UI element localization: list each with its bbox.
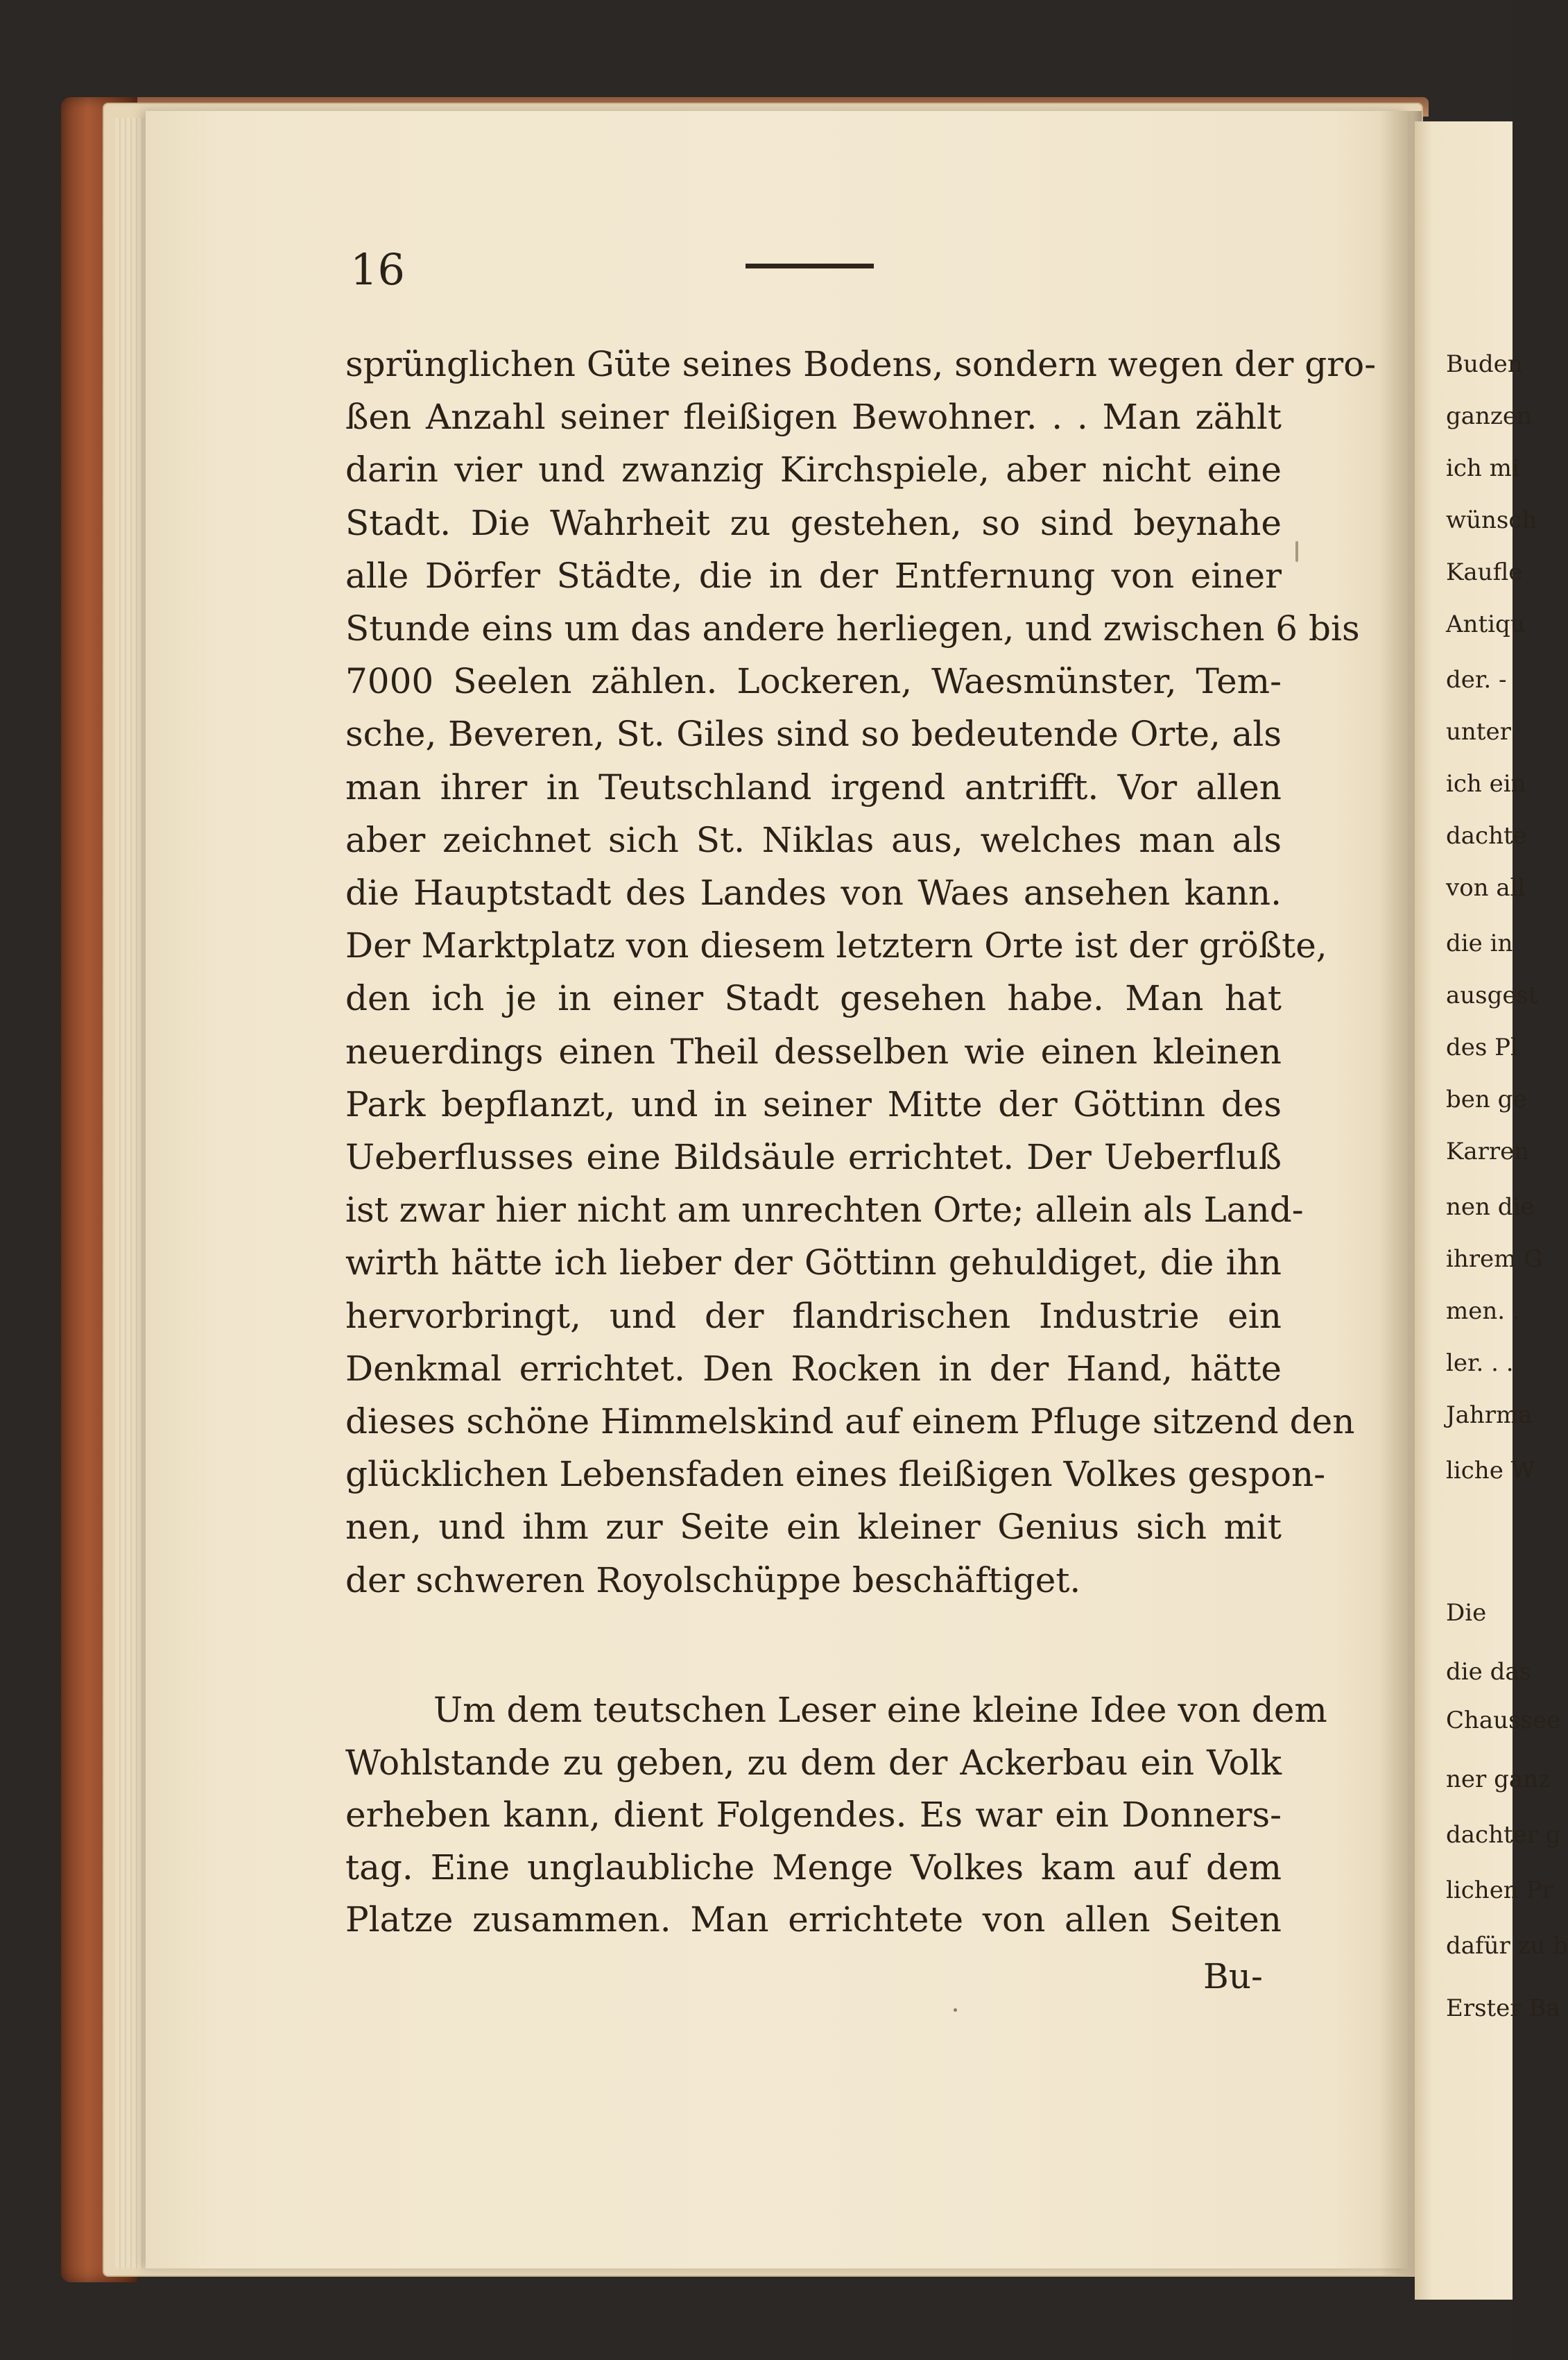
facing-page-fragment: ausgest: [1446, 982, 1538, 1009]
facing-page-fragment: Erster Ba: [1446, 1994, 1560, 2022]
text-line: Um dem teutschen Leser eine kleine Idee von dem: [433, 1690, 1327, 1730]
facing-page-fragment: Chaussee: [1446, 1707, 1561, 1734]
text-line: glücklichen Lebensfaden eines fleißigen Volkes gespon-: [345, 1454, 1326, 1495]
text-line: 7000 Seelen zählen. Lockeren, Waesmünster, Tem-: [345, 661, 1282, 702]
text-line: erheben kann, dient Folgendes. Es war ein Donners-: [345, 1795, 1282, 1835]
facing-page-fragment: nen die: [1446, 1193, 1535, 1221]
text-line: hervorbringt, und der flandrischen Industrie ein: [345, 1295, 1282, 1336]
facing-page-fragment: der. -: [1446, 666, 1507, 694]
facing-page-fragment: wünsch: [1446, 506, 1537, 534]
text-line: neuerdings einen Theil desselben wie einen kleinen: [345, 1031, 1282, 1072]
text-line: sche, Beveren, St. Giles sind so bedeutende Orte, als: [345, 714, 1282, 755]
page-stack: [115, 118, 143, 2268]
facing-page-fragment: des Pl: [1446, 1034, 1518, 1061]
text-line: Platze zusammen. Man errichtete von allen Seiten: [345, 1899, 1282, 1940]
facing-page-fragment: dafür zu b: [1446, 1932, 1568, 1960]
text-line: die Hauptstadt des Landes von Waes ansehen kann.: [345, 873, 1282, 913]
header-rule: [746, 264, 874, 268]
text-line: Stunde eins um das andere herliegen, und zwischen 6 bis: [345, 608, 1360, 649]
page-number: 16: [350, 244, 405, 295]
facing-page-fragment: dachter g: [1446, 1821, 1561, 1849]
facing-page-fragment: liche W: [1446, 1457, 1535, 1485]
text-line: Park bepflanzt, und in seiner Mitte der Göttinn des: [345, 1084, 1282, 1125]
facing-page-fragment: ganzen: [1446, 402, 1532, 430]
facing-page-fragment: ler. . .: [1446, 1349, 1514, 1377]
facing-page-fragment: men. .: [1446, 1297, 1520, 1325]
facing-page-fragment: Antiqu: [1446, 610, 1526, 638]
facing-page-fragment: ich ein: [1446, 770, 1526, 798]
facing-page-fragment: die das: [1446, 1658, 1532, 1686]
text-line: Ueberflusses eine Bildsäule errichtet. Der Ueberfluß: [345, 1137, 1282, 1177]
facing-page-fragment: ich mi: [1446, 454, 1519, 482]
facing-page-fragment: ihrem G: [1446, 1245, 1543, 1273]
text-line: ist zwar hier nicht am unrechten Orte; allein als Land-: [345, 1190, 1304, 1231]
facing-page-fragment: Karren: [1446, 1138, 1530, 1165]
text-line: aber zeichnet sich St. Niklas aus, welches man als: [345, 819, 1282, 860]
facing-page-fragment: Buden: [1446, 350, 1523, 378]
facing-page-fragment: unter: [1446, 718, 1511, 746]
catchword: Bu-: [1203, 1956, 1263, 1996]
text-line: Wohlstande zu geben, zu dem der Ackerbau ein Volk: [345, 1742, 1282, 1783]
text-line: den ich je in einer Stadt gesehen habe. Man hat: [345, 978, 1282, 1019]
facing-page-fragment: von all: [1446, 874, 1526, 902]
text-line: Denkmal errichtet. Den Rocken in der Hand, hätte: [345, 1348, 1282, 1389]
text-line: tag. Eine unglaubliche Menge Volkes kam auf dem: [345, 1847, 1282, 1888]
text-line: darin vier und zwanzig Kirchspiele, aber nicht eine: [345, 450, 1282, 490]
text-line: Stadt. Die Wahrheit zu gestehen, so sind beynahe: [345, 502, 1282, 543]
facing-page-fragment: ner ganz: [1446, 1765, 1551, 1793]
text-line: sprünglichen Güte seines Bodens, sondern wegen der gro-: [345, 344, 1377, 384]
text-line: der schweren Royolschüppe beschäftiget.: [345, 1559, 1081, 1600]
text-line: wirth hätte ich lieber der Göttinn gehuldiget, die ihn: [345, 1242, 1282, 1283]
facing-page-fragment: dachte: [1446, 822, 1527, 850]
text-line: ßen Anzahl seiner fleißigen Bewohner. . . Man zählt: [345, 397, 1282, 438]
facing-page-fragment: die in: [1446, 930, 1513, 957]
paper-mark: [1295, 541, 1298, 562]
facing-page-fragment: ben ge: [1446, 1086, 1527, 1113]
text-line: Der Marktplatz von diesem letztern Orte ist der größte,: [345, 925, 1327, 966]
paper-speck: [954, 2008, 957, 2012]
facing-page-fragment: lichen Pr: [1446, 1876, 1553, 1904]
text-line: alle Dörfer Städte, die in der Entfernung von einer: [345, 555, 1282, 596]
text-line: dieses schöne Himmelskind auf einem Pfluge sitzend den: [345, 1401, 1355, 1442]
text-line: man ihrer in Teutschland irgend antrifft. Vor allen: [345, 767, 1282, 807]
text-line: nen, und ihm zur Seite ein kleiner Genius sich mit: [345, 1507, 1282, 1548]
facing-page-fragment: Kaufle: [1446, 558, 1523, 586]
facing-page-fragment: Jahrma: [1446, 1401, 1533, 1429]
facing-page-fragment: Die: [1446, 1599, 1487, 1627]
